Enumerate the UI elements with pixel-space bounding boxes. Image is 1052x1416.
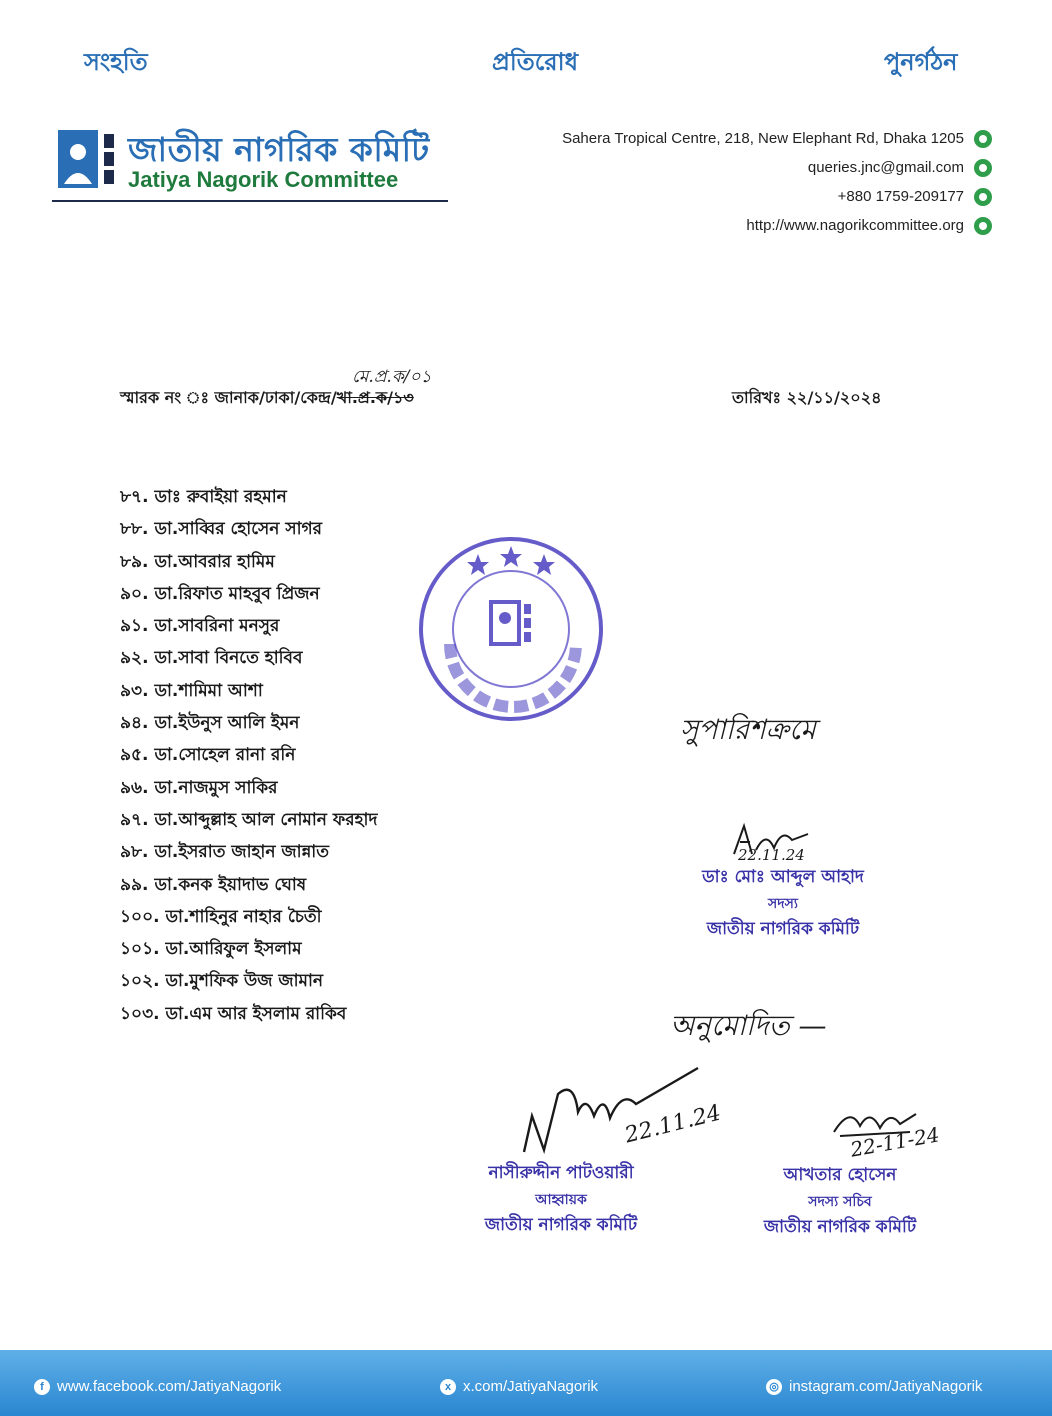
approved-note: অনুমোদিত — — [670, 1009, 827, 1042]
x-icon: x — [440, 1379, 456, 1395]
motto-solidarity: সংহতি — [84, 48, 148, 76]
signer-organization: জাতীয় নাগরিক কমিটি — [484, 1215, 638, 1235]
footer-instagram[interactable] — [766, 1378, 982, 1395]
contact-email — [562, 153, 992, 182]
facebook-icon: f — [34, 1379, 50, 1395]
memo-handwritten-correction: মে.প্র.ক/০১ — [352, 367, 432, 387]
signer-organization: জাতীয় নাগরিক কমিটি — [763, 1217, 917, 1237]
instagram-link[interactable]: instagram.com/JatiyaNagorik — [789, 1378, 983, 1395]
signer-name: আখতার হোসেন — [783, 1165, 897, 1185]
contact-phone — [562, 182, 992, 211]
list-item: ৯৭. ডা.আব্দুল্লাহ আল নোমান ফরহাদ — [120, 809, 378, 830]
x-link[interactable]: x.com/JatiyaNagorik — [463, 1378, 599, 1395]
signer-name: ডাঃ মোঃ আব্দুল আহাদ — [702, 867, 864, 887]
memo-struck-code: খা.প্র.ক/১৩ — [336, 388, 414, 407]
list-item: ১০১. ডা.আরিফুল ইসলাম — [120, 939, 302, 960]
list-item: ৯৬. ডা.নাজমুস সাকির — [120, 777, 278, 798]
motto-reconstruction: পুনর্গঠন — [884, 48, 958, 76]
contact-website — [562, 211, 992, 240]
organization-seal-stamp — [416, 534, 606, 724]
list-item: ৯৮. ডা.ইসরাত জাহান জান্নাত — [120, 842, 329, 863]
list-item: ৮৭. ডাঃ রুবাইয়া রহমান — [120, 487, 287, 507]
signer-member — [690, 864, 876, 944]
memo-prefix: স্মারক নং ঃ জানাক/ঢাকা/কেন্দ্র/ — [120, 388, 337, 407]
list-item: ১০২. ডা.মুশফিক উজ জামান — [120, 971, 324, 992]
address-text: Sahera Tropical Centre, 218, New Elephant Rd, Dhaka 1205 — [562, 130, 964, 147]
location-icon — [974, 130, 992, 148]
globe-icon — [974, 217, 992, 235]
instagram-icon: ◎ — [766, 1379, 782, 1395]
website-text[interactable]: http://www.nagorikcommittee.org — [746, 217, 964, 234]
email-icon — [974, 159, 992, 177]
footer-x[interactable] — [440, 1378, 598, 1395]
signer-title: সদস্য সচিব — [808, 1194, 872, 1210]
signer-name: নাসীরুদ্দীন পাটওয়ারী — [488, 1163, 634, 1183]
contact-block — [562, 124, 992, 240]
logo-mark-icon — [56, 128, 118, 190]
memo-number — [120, 385, 414, 412]
motto-resistance: প্রতিরোধ — [492, 48, 579, 76]
signature-date-member: 22.11.24 — [738, 846, 805, 864]
signature-date-convener: 22.11.24 — [622, 1100, 724, 1149]
list-item: ৮৮. ডা.সাব্বির হোসেন সাগর — [120, 519, 322, 540]
list-item: ৮৯. ডা.আবরার হামিম — [120, 551, 275, 572]
list-item: ৯৯. ডা.কনক ইয়াদাভ ঘোষ — [120, 874, 307, 895]
contact-address — [562, 124, 992, 153]
member-list — [120, 484, 377, 1033]
facebook-link[interactable]: www.facebook.com/JatiyaNagorik — [57, 1378, 282, 1395]
logo-bangla-name: জাতীয় নাগরিক কমিটি — [128, 130, 430, 169]
signer-title: আহ্বায়ক — [535, 1192, 587, 1208]
phone-icon — [974, 188, 992, 206]
list-item: ৯৫. ডা.সোহেল রানা রনি — [120, 745, 296, 766]
signer-member-secretary — [746, 1162, 934, 1242]
signature-date-member-secretary: 22-11-24 — [848, 1122, 942, 1162]
signer-title: সদস্য — [768, 896, 798, 912]
signer-convener — [468, 1160, 654, 1240]
list-item: ৯৩. ডা.শামিমা আশা — [120, 680, 263, 701]
signer-organization: জাতীয় নাগরিক কমিটি — [706, 919, 860, 939]
email-text[interactable]: queries.jnc@gmail.com — [807, 159, 964, 176]
list-item: ৯১. ডা.সাবরিনা মনসুর — [120, 616, 280, 637]
list-item: ৯৪. ডা.ইউনুস আলি ইমন — [120, 713, 300, 734]
footer-bar — [0, 1350, 1052, 1416]
logo-english-name: Jatiya Nagorik Committee — [128, 167, 399, 192]
memo-date: তারিখঃ ২২/১১/২০২৪ — [732, 388, 882, 407]
list-item: ৯২. ডা.সাবা বিনতে হাবিব — [120, 648, 303, 669]
phone-text[interactable]: +880 1759-209177 — [837, 188, 964, 205]
recommended-note: সুপারিশক্রমে — [680, 713, 816, 746]
logo-underline — [52, 200, 448, 202]
organization-logo — [52, 122, 448, 202]
list-item: ১০৩. ডা.এম আর ইসলাম রাকিব — [120, 1003, 347, 1024]
list-item: ৯০. ডা.রিফাত মাহবুব প্রিজন — [120, 583, 320, 604]
footer-facebook[interactable] — [34, 1378, 281, 1395]
list-item: ১০০. ডা.শাহিনুর নাহার চৈতী — [120, 906, 322, 927]
